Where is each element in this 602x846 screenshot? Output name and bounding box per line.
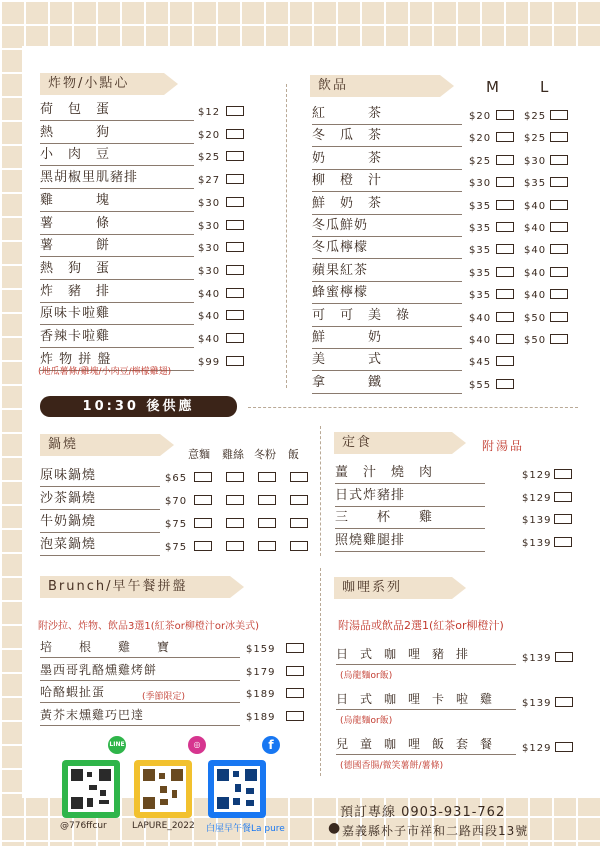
order-checkbox[interactable] [226,310,244,320]
size-m-header: M [486,78,499,96]
curry-section-title: 咖哩系列 [334,577,452,599]
noodle-choice-checkbox[interactable] [258,518,276,528]
noodle-choice-checkbox[interactable] [290,472,308,482]
noodle-choice-checkbox[interactable] [226,518,244,528]
item-underline [40,188,194,189]
item-price: $65 [165,473,188,484]
hotpot-item-row [40,512,310,534]
order-checkbox[interactable] [226,106,244,116]
order-checkbox-m[interactable] [496,222,514,232]
price-m: $30 [469,178,492,190]
item-name: 冬瓜鮮奶 [312,218,369,233]
item-name: 拿 鐵 [312,374,383,390]
drink-item-row [312,238,570,260]
facebook-icon[interactable]: f [262,736,280,754]
item-underline [335,528,485,529]
order-checkbox-m[interactable] [496,267,514,277]
price-m: $45 [469,357,492,369]
drink-item-row [312,350,570,372]
item-name: 墨西哥乳酪燻雞烤餅 [40,662,158,677]
item-underline [40,725,240,726]
brunch-section-title: Brunch/早午餐拼盤 [40,576,230,598]
item-underline [312,258,462,259]
item-name: 哈酪蝦扯蛋 [40,685,106,700]
order-checkbox-m[interactable] [496,244,514,254]
item-underline [40,657,240,658]
order-checkbox[interactable] [555,652,573,662]
item-name: 三 杯 雞 [335,510,434,525]
item-name: 日 式 咖 哩 卡 啦 雞 [336,692,493,706]
item-sub-note: (德國香腸/微笑薯餅/薯條) [340,761,444,771]
item-name: 可 可 美 祿 [312,307,411,323]
set-meal-item-row [335,508,575,530]
item-underline [40,279,194,280]
item-name: 蘋果紅茶 [312,262,369,278]
order-checkbox-l[interactable] [550,200,568,210]
order-checkbox-l[interactable] [550,110,568,120]
order-checkbox[interactable] [554,537,572,547]
item-name: 熱 狗 [40,124,111,140]
item-underline [312,236,462,237]
noodle-choice-checkbox[interactable] [258,541,276,551]
item-name: 炸 豬 排 [40,283,111,299]
item-underline [40,302,194,303]
item-price: $40 [198,311,221,323]
order-checkbox-l[interactable] [550,244,568,254]
noodle-column-header: 冬粉 [254,448,276,461]
drink-item-row [312,126,570,148]
item-price: $12 [198,107,221,118]
item-name: 黃芥末燻雞巧巴達 [40,708,145,723]
price-m: $35 [469,200,492,212]
price-l: $35 [524,178,547,190]
item-underline [312,214,462,215]
item-underline [40,486,160,487]
item-name: 鮮 奶 茶 [312,195,383,211]
brunch-item-row [40,660,306,682]
fried-item-row [40,145,245,167]
noodle-choice-checkbox[interactable] [226,472,244,482]
item-price: $30 [198,265,221,277]
item-price: $30 [198,220,221,232]
instagram-qr-code[interactable] [134,760,192,818]
order-checkbox[interactable] [554,492,572,502]
order-checkbox[interactable] [226,288,244,298]
fried-item-row [40,236,245,258]
price-m: $35 [469,245,492,257]
fried-item-row [40,327,245,349]
item-underline [312,348,462,349]
instagram-handle: LAPURE_2022 [132,821,195,831]
order-checkbox-l[interactable] [550,267,568,277]
price-l: $40 [524,245,547,257]
line-handle: @776ffcur [60,821,107,831]
divider-vertical-top [286,84,287,388]
drink-item-row [312,261,570,283]
order-checkbox[interactable] [226,242,244,252]
item-name: 原味鍋燒 [40,468,97,483]
noodle-column-header: 飯 [288,448,299,461]
price-m: $25 [469,155,492,167]
fried-item-row [40,214,245,236]
item-name: 美 式 [312,352,383,368]
noodle-choice-checkbox[interactable] [194,495,212,505]
item-underline [312,303,462,304]
item-underline [336,709,516,710]
noodle-choice-checkbox[interactable] [258,495,276,505]
item-name: 炸 物 拼 盤 [40,351,112,367]
item-price: $179 [246,666,276,678]
item-price: $129 [522,470,552,481]
item-underline [312,124,462,125]
item-name: 兒 童 咖 哩 飯 套 餐 [336,737,493,751]
item-name: 照燒雞腿排 [335,532,406,548]
order-checkbox[interactable] [226,356,244,366]
item-name: 蜂蜜檸檬 [312,285,369,301]
order-checkbox-l[interactable] [550,289,568,299]
order-checkbox[interactable] [226,265,244,275]
drink-item-row [312,306,570,328]
item-price: $40 [198,288,221,300]
price-m: $35 [469,267,492,279]
noodle-choice-checkbox[interactable] [290,495,308,505]
set-meal-item-row [335,463,575,485]
order-checkbox[interactable] [226,151,244,161]
divider-vertical-mid [320,426,321,556]
drinks-section-title: 飲品 [310,75,440,97]
price-l: $50 [524,312,547,324]
order-checkbox-l[interactable] [550,155,568,165]
brunch-item-row [40,705,306,727]
price-l: $40 [524,290,547,302]
item-price: $139 [522,537,552,549]
item-underline [40,555,160,556]
line-qr-code[interactable] [62,760,120,818]
item-name: 冬瓜檸檬 [312,240,369,256]
item-name: 奶 茶 [312,150,383,166]
item-name: 柳 橙 汁 [312,173,383,189]
hotpot-item-row [40,489,310,511]
drink-item-row [312,104,570,126]
item-underline [40,234,194,235]
item-underline [312,281,462,282]
order-checkbox-m[interactable] [496,312,514,322]
size-l-header: L [540,78,549,96]
facebook-handle: 白屋早午餐La pure [206,824,285,834]
noodle-column-header: 意麵 [188,448,210,461]
order-checkbox[interactable] [286,643,304,653]
drink-item-row [312,194,570,216]
address-line: 嘉義縣朴子市祥和二路西段13號 [342,824,529,838]
location-pin-icon: ● [328,820,341,836]
noodle-choice-checkbox[interactable] [194,472,212,482]
order-checkbox[interactable] [286,666,304,676]
order-checkbox-m[interactable] [496,177,514,187]
item-underline [312,393,462,394]
order-checkbox-l[interactable] [550,132,568,142]
item-name: 薑 汁 燒 肉 [335,465,434,480]
curry-note: 附湯品或飲品2選1(紅茶or柳橙汁) [338,619,504,632]
noodle-choice-checkbox[interactable] [290,518,308,528]
divider-vertical-bottom [320,568,321,776]
order-checkbox-l[interactable] [550,334,568,344]
item-underline [336,754,516,755]
noodle-choice-checkbox[interactable] [258,472,276,482]
item-name: 沙茶鍋燒 [40,491,97,506]
price-m: $40 [469,312,492,324]
brunch-item-row [40,682,306,704]
drink-item-row [312,283,570,305]
item-name: 雞 塊 [40,192,111,208]
item-underline [40,120,194,121]
item-price: $99 [198,356,221,368]
item-underline [312,146,462,147]
set-meal-item-row [335,486,575,508]
item-sub-note: (烏龍麵or飯) [340,716,393,726]
price-m: $35 [469,223,492,234]
order-checkbox-l[interactable] [550,222,568,232]
item-name: 培 根 雞 寶 [40,640,171,654]
order-checkbox-m[interactable] [496,289,514,299]
item-price: $75 [165,542,188,553]
item-price: $27 [198,175,221,187]
item-name: 原味卡啦雞 [40,306,111,322]
price-l: $40 [524,267,547,279]
item-underline [40,347,194,348]
drink-item-row [312,328,570,350]
order-checkbox-m[interactable] [496,334,514,344]
item-price: $40 [198,334,221,345]
after-time-banner: 10:30 後供應 [40,396,237,417]
price-m: $40 [469,335,492,346]
price-m: $20 [469,133,492,145]
instagram-icon[interactable]: ◎ [188,736,206,754]
fried-item-row [40,304,245,326]
item-price: $25 [198,152,221,164]
order-checkbox[interactable] [226,174,244,184]
item-name: 小 肉 豆 [40,147,111,163]
fried-item-row [40,123,245,145]
item-name: 日式炸豬排 [335,487,406,503]
drink-item-row [312,149,570,171]
item-price: $129 [522,492,552,504]
drink-item-row [312,216,570,238]
order-checkbox[interactable] [286,688,304,698]
item-price: $70 [165,496,188,507]
divider-horizontal [248,407,578,408]
order-checkbox-m[interactable] [496,110,514,120]
fried-item-row [40,259,245,281]
fried-item-row [40,191,245,213]
brunch-note: 附沙拉、炸物、飲品3選1(紅茶or柳橙汁or冰美式) [38,621,259,632]
noodle-choice-checkbox[interactable] [194,541,212,551]
drink-item-row [312,373,570,395]
item-price: $159 [246,644,276,655]
item-name: 薯 條 [40,215,111,231]
drink-item-row [312,171,570,193]
order-checkbox-m[interactable] [496,356,514,366]
order-checkbox-m[interactable] [496,132,514,142]
order-checkbox[interactable] [226,333,244,343]
line-icon[interactable]: LINE [108,736,126,754]
item-name: 日 式 咖 哩 豬 排 [336,647,469,661]
item-underline [40,256,194,257]
noodle-choice-checkbox[interactable] [226,495,244,505]
item-underline [312,191,462,192]
price-l: $40 [524,200,547,212]
item-price: $139 [522,515,552,526]
order-checkbox-m[interactable] [496,200,514,210]
order-checkbox[interactable] [226,197,244,207]
price-l: $30 [524,155,547,167]
hotpot-item-row [40,535,310,557]
item-name: 鮮 奶 [312,330,383,345]
order-checkbox-m[interactable] [496,155,514,165]
item-name: 香辣卡啦雞 [40,329,111,344]
item-name: 黑胡椒里肌豬排 [40,170,139,186]
item-underline [40,702,240,703]
fried-item-row [40,168,245,190]
order-checkbox-m[interactable] [496,379,514,389]
item-underline [335,506,485,507]
item-sub-note: (烏龍麵or飯) [340,671,393,681]
fried-platter-note: (地瓜薯條/雞塊/小肉豆/檸檬雞翅) [38,367,172,377]
item-name: 牛奶鍋燒 [40,514,97,529]
order-checkbox[interactable] [226,129,244,139]
order-checkbox[interactable] [555,742,573,752]
order-checkbox[interactable] [554,514,572,524]
set-meal-section-title: 定食 [334,432,452,454]
item-underline [40,509,160,510]
set-meal-item-row [335,531,575,553]
order-checkbox[interactable] [555,697,573,707]
item-underline [312,370,462,371]
item-name: 熱 狗 蛋 [40,260,111,276]
price-l: $40 [524,223,547,234]
price-m: $20 [469,111,492,122]
noodle-choice-checkbox[interactable] [226,541,244,551]
order-checkbox[interactable] [286,711,304,721]
item-price: $139 [522,698,552,709]
price-m: $55 [469,379,492,391]
order-checkbox-l[interactable] [550,312,568,322]
noodle-choice-checkbox[interactable] [194,518,212,528]
fried-section-title: 炸物/小點心 [40,73,164,95]
item-name: 荷 包 蛋 [40,102,111,117]
order-checkbox-l[interactable] [550,177,568,187]
hotpot-item-row [40,466,310,488]
item-name: 泡菜鍋燒 [40,537,97,552]
item-price: $129 [522,743,552,754]
item-price: $20 [198,129,221,141]
item-underline [40,211,194,212]
order-checkbox[interactable] [226,220,244,230]
item-underline [335,483,485,484]
noodle-choice-checkbox[interactable] [290,541,308,551]
price-l: $25 [524,111,547,122]
fried-item-row [40,282,245,304]
item-price: $30 [198,197,221,209]
item-underline [40,680,240,681]
hotpot-section-title: 鍋燒 [40,434,160,456]
item-name: 紅 茶 [312,106,383,121]
set-meal-note: 附湯品 [482,439,525,453]
item-underline [40,165,194,166]
price-l: $25 [524,133,547,145]
item-underline [312,326,462,327]
price-m: $35 [469,290,492,302]
item-underline [336,664,516,665]
facebook-qr-code[interactable] [208,760,266,818]
item-underline [312,169,462,170]
item-underline [335,551,485,552]
curry-item-row [336,644,576,684]
fried-item-row [40,100,245,122]
item-underline [40,532,160,533]
item-price: $189 [246,689,276,701]
item-price: $75 [165,519,188,530]
order-checkbox[interactable] [554,469,572,479]
curry-item-row [336,689,576,729]
phone-line: 預訂專線 0903-931-762 [340,805,506,820]
price-l: $50 [524,335,547,346]
item-price: $189 [246,712,276,724]
item-name: 薯 餅 [40,238,111,254]
curry-item-row [336,734,576,774]
item-name: 冬 瓜 茶 [312,128,383,144]
noodle-column-header: 雞絲 [222,448,244,461]
item-tag: (季節限定) [142,692,186,703]
item-price: $30 [198,243,221,255]
item-price: $139 [522,653,552,664]
item-underline [40,324,194,325]
item-underline [40,143,194,144]
brunch-item-row [40,637,306,659]
